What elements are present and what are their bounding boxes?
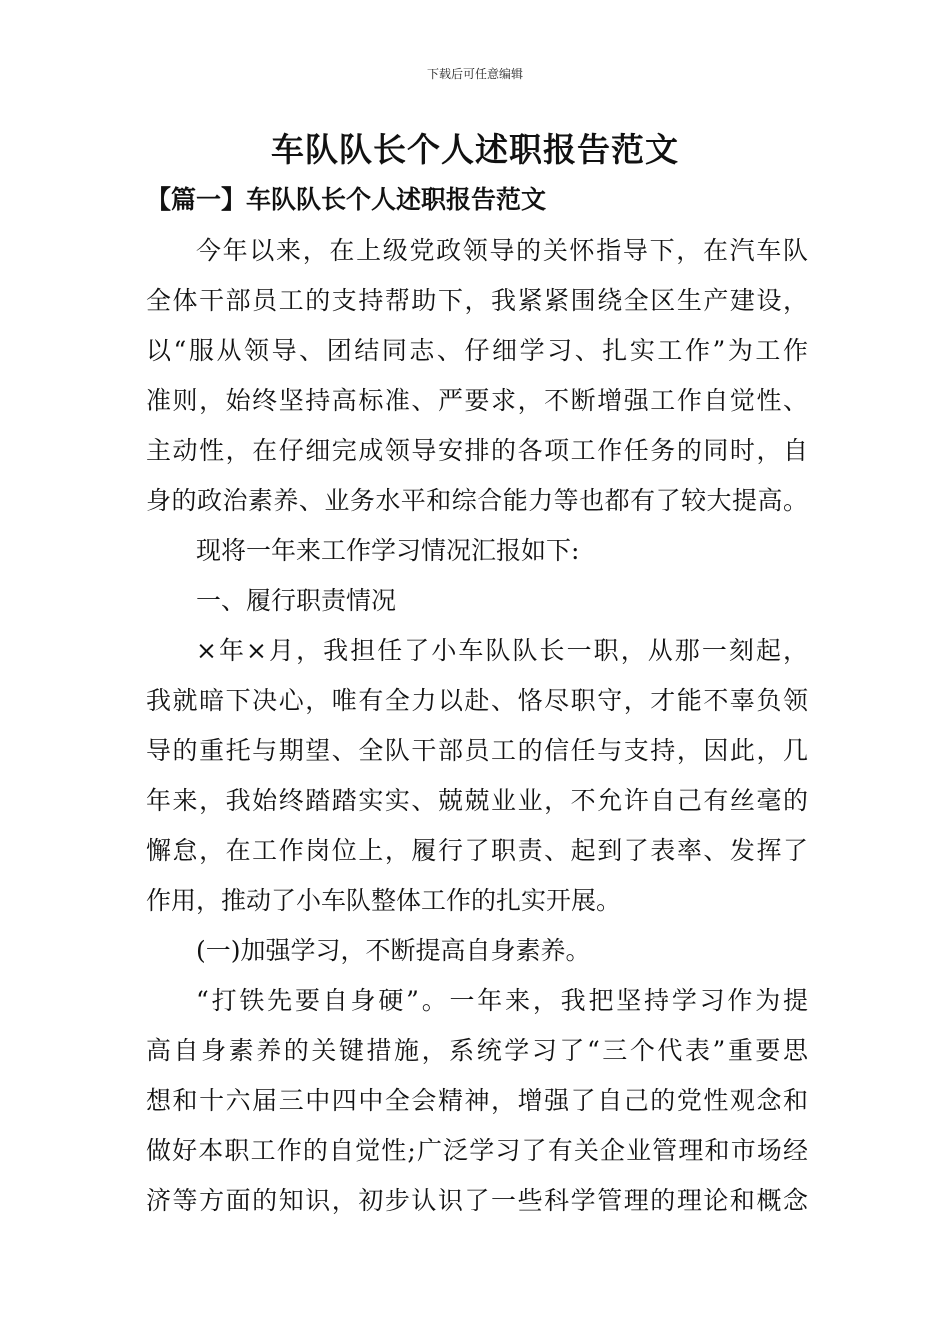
paragraph-line: 济等方面的知识，初步认识了一些科学管理的理论和概念 — [146, 1186, 808, 1215]
paragraph-line: “打铁先要自身硬”。一年来，我把坚持学习作为提 — [196, 986, 808, 1015]
paragraph-line: 我就暗下决心，唯有全力以赴、恪尽职守，才能不辜负领 — [146, 686, 808, 715]
section-title: 【篇一】车队队长个人述职报告范文 — [146, 185, 547, 214]
subheading-line: 一、履行职责情况 — [196, 586, 397, 615]
paragraph-line: 导的重托与期望、全队干部员工的信任与支持，因此，几 — [146, 736, 808, 765]
paragraph-line: 高自身素养的关键措施，系统学习了“三个代表”重要思 — [146, 1036, 808, 1065]
document-title: 车队队长个人述职报告范文 — [271, 130, 679, 169]
paragraph-line: 以“服从领导、团结同志、仔细学习、扎实工作”为工作 — [146, 336, 808, 365]
paragraph-line: ×年×月，我担任了小车队队长一职，从那一刻起， — [196, 636, 808, 665]
header-note: 下载后可任意编辑 — [426, 67, 523, 81]
paragraph-line: 懈怠，在工作岗位上，履行了职责、起到了表率、发挥了 — [146, 836, 808, 865]
document-body — [146, 226, 808, 1226]
paragraph-line: 主动性，在仔细完成领导安排的各项工作任务的同时，自 — [146, 436, 808, 465]
paragraph-line: 身的政治素养、业务水平和综合能力等也都有了较大提高。 — [146, 486, 808, 515]
paragraph-line: 全体干部员工的支持帮助下，我紧紧围绕全区生产建设， — [146, 286, 808, 315]
paragraph-line: 年来，我始终踏踏实实、兢兢业业，不允许自己有丝毫的 — [146, 786, 808, 815]
paragraph-line: 准则，始终坚持高标准、严要求，不断增强工作自觉性、 — [146, 386, 808, 415]
paragraph-line: 现将一年来工作学习情况汇报如下: — [196, 536, 580, 565]
paragraph-line: 今年以来，在上级党政领导的关怀指导下，在汽车队 — [196, 236, 808, 265]
paragraph-line: 做好本职工作的自觉性;广泛学习了有关企业管理和市场经 — [146, 1136, 808, 1165]
subheading-line: (一)加强学习，不断提高自身素养。 — [196, 936, 591, 965]
paragraph-line: 想和十六届三中四中全会精神，增强了自己的党性观念和 — [146, 1086, 808, 1115]
paragraph-line: 作用，推动了小车队整体工作的扎实开展。 — [146, 886, 622, 915]
